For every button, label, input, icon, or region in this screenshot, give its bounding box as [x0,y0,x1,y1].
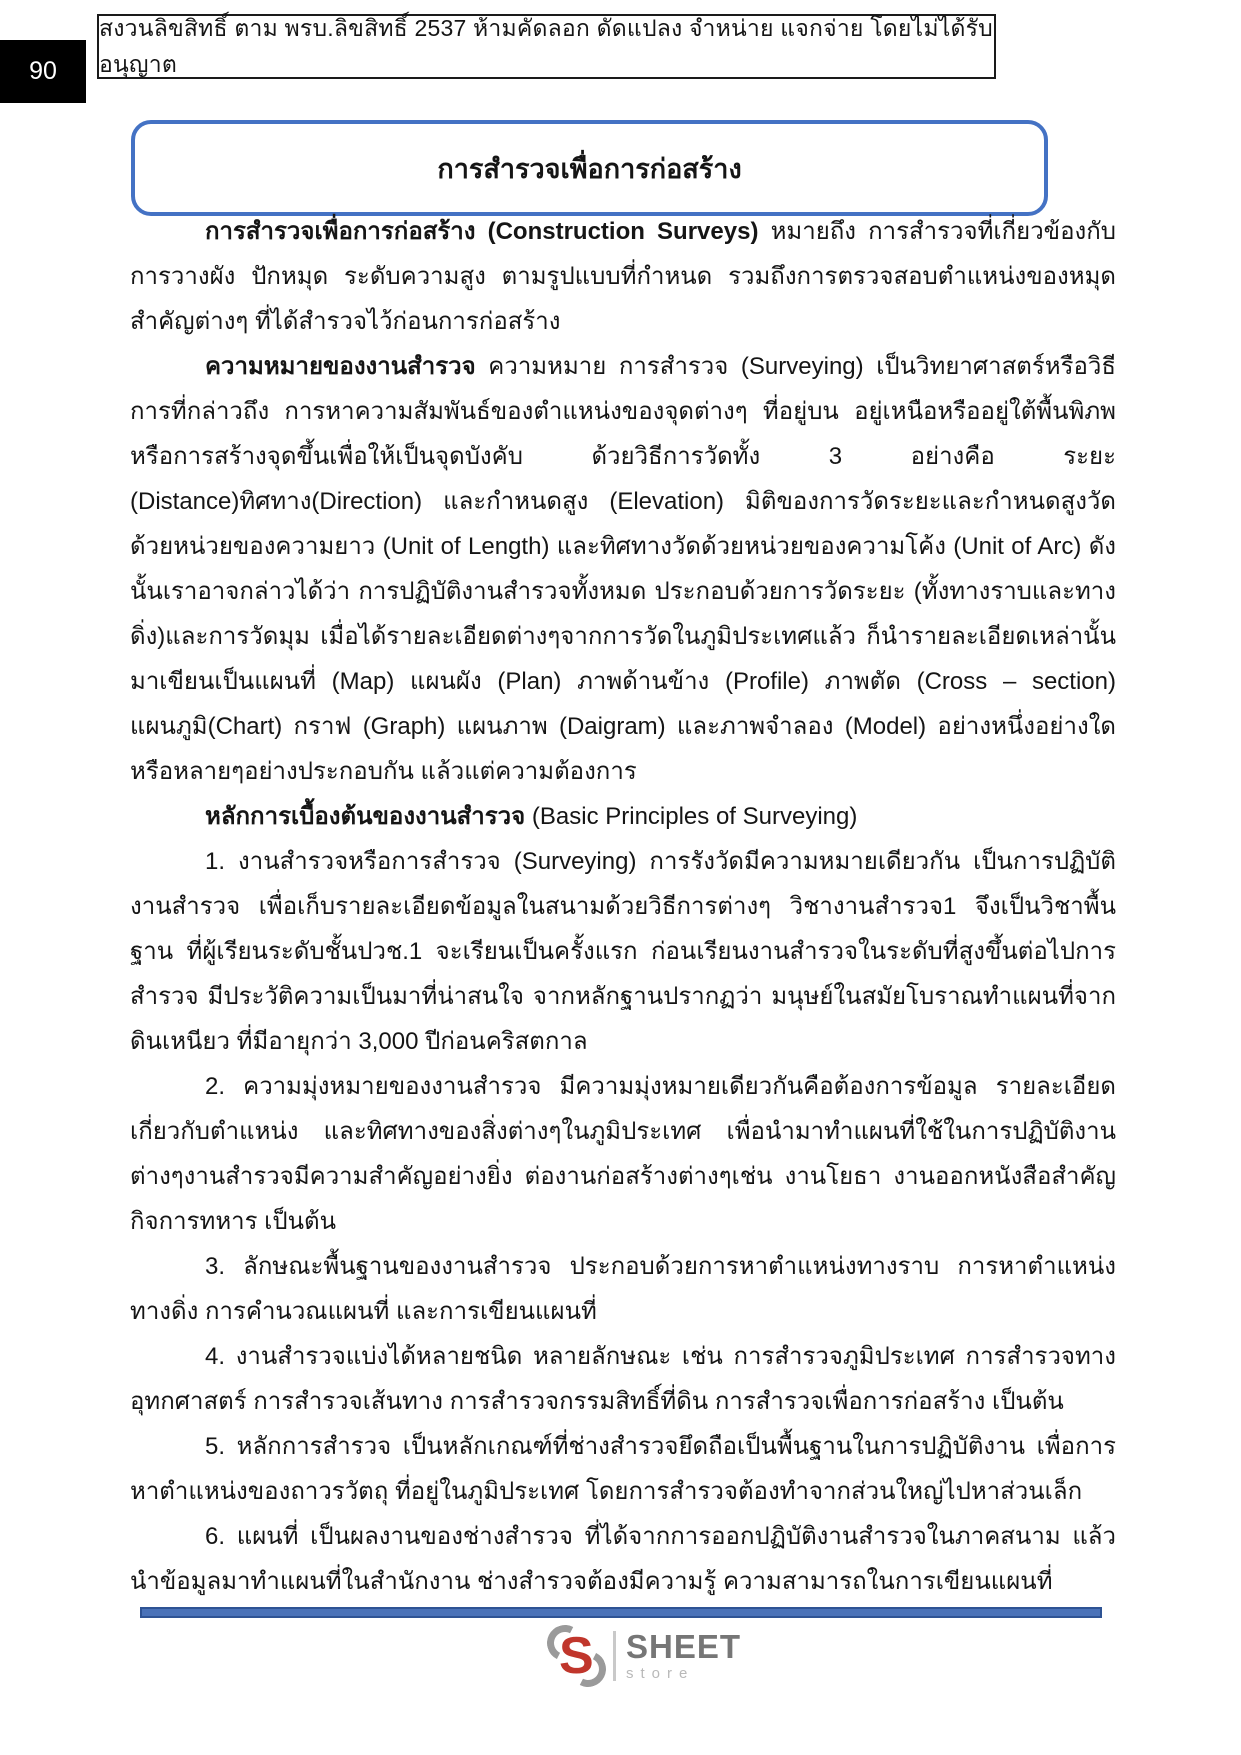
logo-divider [613,1631,616,1681]
page-number: 90 [29,57,57,85]
chapter-title-box [131,120,1048,216]
paragraph-meaning [130,344,1116,794]
section-heading-basic-principles [130,794,1116,839]
sheet-store-logo-icon [551,1628,603,1684]
list-item-3: 3. ลักษณะพื้นฐานของงานสำรวจ ประกอบด้วยการหาตำแหน่งทางราบ การหาตำแหน่งทางดิ่ง การคำนวณแผนที่ และการเขียนแผนที่ [130,1253,1116,1325]
logo-text-block [626,1627,742,1683]
list-item-6: 6. แผนที่ เป็นผลงานของช่างสำรวจ ที่ได้จากการออกปฏิบัติงานสำรวจในภาคสนาม แล้วนำข้อมูลมาทำแผนที่ในสำนักงาน ช่างสำรวจต้องมีความรู้ ความสามารถในการเขียนแผนที่ [130,1523,1116,1595]
list-item-1: 1. งานสำรวจหรือการสำรวจ (Surveying) การรังวัดมีความหมายเดียวกัน เป็นการปฏิบัติงานสำรวจ เพื่อเก็บรายละเอียดข้อมูลในสนามด้วยวิธีการต่างๆ วิชางานสำรวจ1 จึงเป็นวิชาพื้นฐาน ที่ผู้เรียนระดับชั้นปวช.1 จะเรียนเป็นครั้งแรก ก่อนเรียนงานสำรวจในระดับที่สูงขึ้นต่อไปการสำรวจ มีประวัติความเป็นมาที่น่าสนใจ จากหลักฐานปรากฏว่า มนุษย์ในสมัยโบราณทำแผนที่จากดินเหนียว ที่มีอายุกว่า 3,000 ปีก่อนคริสตกาล [130,848,1116,1055]
list-item-5: 5. หลักการสำรวจ เป็นหลักเกณฑ์ที่ช่างสำรวจยึดถือเป็นพื้นฐานในการปฏิบัติงาน เพื่อการหาตำแหน่งของถาวรวัตถุ ที่อยู่ในภูมิประเทศ โดยการสำรวจต้องทำจากส่วนใหญ่ไปหาส่วนเล็ก [130,1433,1116,1505]
footer-divider-rule [140,1607,1102,1618]
paragraph-definition [130,209,1116,344]
page-number-badge [0,40,86,103]
sheet-store-logo [551,1628,741,1684]
logo-brand-sub: store [626,1664,695,1682]
paragraph-meaning-rest: ความหมาย การสำรวจ (Surveying) เป็นวิทยาศาสตร์หรือวิธีการที่กล่าวถึง การหาความสัมพันธ์ของตำแหน่งของจุดต่างๆ ที่อยู่บน อยู่เหนือหรืออยู่ใต้พื้นพิภพ หรือการสร้างจุดขึ้นเพื่อให้เป็นจุดบังคับ ด้วยวิธีการวัดทั้ง 3 อย่างคือ ระยะ (Distance)ทิศทาง(Direction) และกำหนดสูง (Elevation) มิติของการวัดระยะและกำหนดสูงวัดด้วยหน่วยของความยาว (Unit of Length) และทิศทางวัดด้วยหน่วยของความโค้ง (Unit of Arc) ดังนั้นเราอาจกล่าวได้ว่า การปฏิบัติงานสำรวจทั้งหมด ประกอบด้วยการวัดระยะ (ทั้งทางราบและทางดิ่ง)และการวัดมุม เมื่อได้รายละเอียดต่างๆจากการวัดในภูมิประเทศแล้ว ก็นำรายละเอียดเหล่านั้นมาเขียนเป็นแผนที่ (Map) แผนผัง (Plan) ภาพด้านข้าง (Profile) ภาพตัด (Cross – section) แผนภูมิ(Chart) กราฟ (Graph) แผนภาพ (Daigram) และภาพจำลอง (Model) อย่างหนึ่งอย่างใดหรือหลายๆอย่างประกอบกัน แล้วแต่ความต้องการ [130,353,1116,785]
paragraph-definition-rest: หมายถึง การสำรวจที่เกี่ยวข้องกับการวางผัง ปักหมุด ระดับความสูง ตามรูปแบบที่กำหนด รวมถึงการตรวจสอบตำแหน่งของหมุดสำคัญต่างๆ ที่ได้สำรวจไว้ก่อนการก่อสร้าง [130,218,1116,335]
logo-letter-s: S [559,1627,594,1685]
chapter-title: การสำรวจเพื่อการก่อสร้าง [437,153,742,184]
logo-brand-name: SHEET [626,1627,742,1665]
paragraph-definition-lead: การสำรวจเพื่อการก่อสร้าง (Construction Surveys) [205,218,759,245]
list-item-2: 2. ความมุ่งหมายของงานสำรวจ มีความมุ่งหมายเดียวกันคือต้องการข้อมูล รายละเอียดเกี่ยวกับตำแหน่ง และทิศทางของสิ่งต่างๆในภูมิประเทศ เพื่อนำมาทำแผนที่ใช้ในการปฏิบัติงานต่างๆงานสำรวจมีความสำคัญอย่างยิ่ง ต่องานก่อสร้างต่างๆเช่น งานโยธา งานออกหนังสือสำคัญกิจการทหาร เป็นต้น [130,1073,1116,1235]
list-item-4: 4. งานสำรวจแบ่งได้หลายชนิด หลายลักษณะ เช่น การสำรวจภูมิประเทศ การสำรวจทางอุทกศาสตร์ การสำรวจเส้นทาง การสำรวจกรรมสิทธิ์ที่ดิน การสำรวจเพื่อการก่อสร้าง เป็นต้น [130,1343,1116,1415]
document-body [130,209,1116,1599]
paragraph-meaning-lead: ความหมายของงานสำรวจ [205,353,476,380]
section-heading-english: (Basic Principles of Surveying) [525,803,858,830]
section-heading-thai: หลักการเบื้องต้นของงานสำรวจ [205,803,526,830]
copyright-banner [97,14,996,79]
copyright-text: สงวนลิขสิทธิ์ ตาม พรบ.ลิขสิทธิ์ 2537 ห้ามคัดลอก ดัดแปลง จำหน่าย แจกจ่าย โดยไม่ได้รับอนุญาต [99,14,993,77]
